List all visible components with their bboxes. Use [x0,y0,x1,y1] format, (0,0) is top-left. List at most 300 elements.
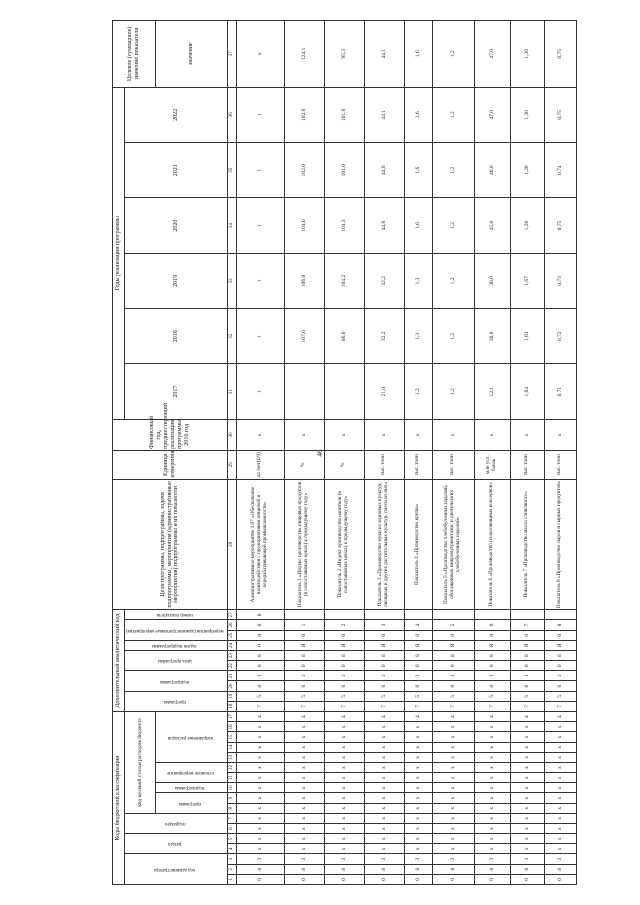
code-digit: х [284,793,324,803]
code-digit: х [404,834,432,844]
header-year-2018: 2018 [125,309,228,364]
code-digit: 0 [284,681,324,691]
code-digit: 3 [432,854,474,864]
code-digit: 8 [324,650,364,660]
code-digit: х [544,742,576,752]
code-digit: 8 [364,650,404,660]
header-main-activity-text: основное мероприятие [166,770,214,776]
code-digit: х [364,844,404,854]
row-year-value: 102,0 [284,143,324,198]
code-digit: х [284,752,324,762]
row-year-value: 1 [236,198,284,253]
column-number: 2 [227,864,236,874]
header-analytic-code: Дополнительный аналитический код [113,610,125,712]
column-number: 18 [227,701,236,711]
code-digit: 7 [510,701,544,711]
code-digit: 7 [236,701,284,711]
code-digit: 8 [544,650,576,660]
row-year-value: 1 [236,87,284,142]
code-digit: 0 [364,874,404,884]
header-analytic-5-text: номер показателя [156,612,193,618]
header-year-2019: 2019 [125,253,228,308]
column-number: 37 [227,21,236,88]
code-digit: х [364,773,404,783]
column-number: 17 [227,712,236,722]
row-year-value: 12,1 [474,364,510,419]
code-digit: х [284,803,324,813]
row-year-value: 106,0 [284,253,324,308]
row-year-value: 1,2 [432,143,474,198]
code-digit: 0 [324,874,364,884]
code-digit: х [284,813,324,823]
row-year-value: 1,2 [432,364,474,419]
row-year-value: 104,6 [284,198,324,253]
column-number: 10 [227,783,236,793]
code-digit: х [404,793,432,803]
column-number: 16 [227,722,236,732]
column-number: 14 [227,742,236,752]
code-digit: х [284,834,324,844]
code-digit: х [364,834,404,844]
column-number: 26 [227,620,236,630]
row-year-value [284,364,324,419]
code-digit: х [544,803,576,813]
code-digit: 0 [474,681,510,691]
code-digit: 8 [510,864,544,874]
code-digit: 0 [364,630,404,640]
column-number: 9 [227,793,236,803]
code-digit: 4 [364,712,404,722]
column-number: 27 [227,610,236,620]
code-digit: 1 [544,671,576,681]
code-digit: 8 [324,864,364,874]
header-admin-code [125,854,228,885]
header-subsection [125,813,228,833]
code-digit: х [404,813,432,823]
code-digit: 0 [236,874,284,884]
code-digit: х [324,732,364,742]
code-digit: 7 [324,701,364,711]
code-digit: 7 [544,701,576,711]
code-digit: 5 [236,691,284,701]
row-fin-year: х [510,419,544,450]
code-digit: х [324,793,364,803]
row-name: Показатель 6 «Производство плодоовощных консервов» [474,479,510,610]
code-digit: х [236,732,284,742]
code-digit: х [544,773,576,783]
row-year-value: 104,2 [324,253,364,308]
column-number: 1 [227,874,236,884]
code-digit: 0 [510,874,544,884]
row-year-value: 101,0 [324,87,364,142]
column-number: 31 [227,364,236,419]
code-digit: х [474,844,510,854]
code-digit: 7 [432,701,474,711]
row-year-value: 0,75 [544,198,576,253]
code-digit: 0 [544,661,576,671]
code-digit: х [474,732,510,742]
header-year-2022: 2022 [125,87,228,142]
row-name: Показатель 5 «Производство хлебобулочных изделий, обогащенных микронутриентами, и диетических хлебобулочных изделий» [432,479,474,610]
row-target: 1,2 [432,21,474,88]
row-fin-year: х [284,419,324,450]
row-fin-year: х [432,419,474,450]
code-digit: Я [284,640,324,650]
code-digit: х [432,783,474,793]
code-digit: 1 [236,671,284,681]
code-digit: 1 [364,671,404,681]
row-year-value: 1,67 [510,253,544,308]
table-row [510,21,544,885]
table-row [284,21,324,885]
code-digit: х [544,752,576,762]
code-digit: х [432,813,474,823]
row-year-value: 0,72 [544,309,576,364]
row-year-value: 1 [236,309,284,364]
code-digit: 0 [432,630,474,640]
column-number: 4 [227,844,236,854]
row-year-value: 44,0 [364,198,404,253]
row-year-value: 0,75 [544,87,576,142]
code-digit: 7 [364,701,404,711]
row-name: Административное мероприятие 1.07 «Обеспечение взаимодействия с предприятиями пищевой и перерабатывающей промышленности» [236,479,284,610]
code-digit: х [324,762,364,772]
code-digit: х [474,722,510,732]
row-fin-year: х [324,419,364,450]
code-digit: 0 [364,681,404,691]
row-year-value: 86,0 [324,309,364,364]
code-digit: х [236,722,284,732]
row-year-value: 1,63 [510,309,544,364]
code-digit [324,610,364,620]
column-number: 34 [227,198,236,253]
code-digit [432,610,474,620]
code-digit: х [236,752,284,762]
row-fin-year: х [474,419,510,450]
code-digit: 0 [324,630,364,640]
code-digit: Я [510,640,544,650]
row-target: х [236,21,284,88]
code-digit: х [364,752,404,762]
code-digit: 0 [544,874,576,884]
header-analytic-1-text: подпрограмма [160,678,190,684]
column-number: 15 [227,732,236,742]
column-number: 11 [227,773,236,783]
code-digit: х [544,813,576,823]
header-analytic-0-text: программа [163,698,186,704]
code-digit: 8 [284,864,324,874]
code-digit: 5 [432,691,474,701]
code-digit: х [324,742,364,752]
row-year-value: 21,0 [364,364,404,419]
row-year-value: 45,0 [474,198,510,253]
code-digit: Я [364,640,404,650]
code-digit: х [474,752,510,762]
header-year-2021: 2021 [125,143,228,198]
code-digit: 0 [236,681,284,691]
row-year-value: 1,20 [510,143,544,198]
code-digit: 1 [474,671,510,681]
code-digit: 0 [236,620,284,630]
row-unit: тыс. тонн [432,450,474,479]
code-digit: х [510,732,544,742]
code-digit: х [474,813,510,823]
code-digit: 0 [510,630,544,640]
row-unit: да /нет(1/0) [236,450,284,479]
header-main-activity [155,762,227,782]
row-year-value: 32,2 [364,309,404,364]
row-name: Показатель 8 «Производство сыров и сырных продуктов» [544,479,576,610]
code-digit: 0 [404,630,432,640]
header-unit: Единица измерения [113,450,228,479]
code-digit: 1 [404,671,432,681]
code-digit: х [284,762,324,772]
code-digit: 0 [544,630,576,640]
code-digit: х [364,783,404,793]
column-number: 32 [227,309,236,364]
header-budget-classification: Коды бюджетной классификации [113,712,125,885]
row-year-value: 44,0 [364,143,404,198]
header-subprogram-text: подпрограмма [175,785,205,791]
code-digit: 3 [544,854,576,864]
column-number: 22 [227,661,236,671]
code-digit: х [364,823,404,833]
document-page [112,20,563,885]
code-digit: х [432,834,474,844]
column-number: 35 [227,143,236,198]
code-digit: 0 [284,874,324,884]
code-digit: 0 [236,661,284,671]
code-digit: 7 [404,701,432,711]
code-digit: 7 [510,620,544,630]
code-digit: 4 [404,712,432,722]
code-digit: 0 [364,661,404,671]
code-digit: х [474,793,510,803]
code-digit: 0 [404,874,432,884]
code-digit: 8 [474,650,510,660]
row-year-value: 30,0 [474,253,510,308]
header-target: Целевое (суммарное) значение показателя [113,21,156,88]
code-digit: х [364,803,404,813]
column-number: 3 [227,854,236,864]
row-year-value: 107,6 [284,309,324,364]
code-digit: 8 [432,650,474,660]
code-digit: х [474,823,510,833]
column-number: 20 [227,681,236,691]
code-digit: 8 [236,650,284,660]
row-year-value: 101,0 [324,143,364,198]
column-number: 8 [227,803,236,813]
row-target: 124,1 [284,21,324,88]
row-year-value: 1,2 [432,198,474,253]
code-digit: 7 [474,701,510,711]
header-row-groups [113,21,125,885]
code-digit: 0 [404,681,432,691]
header-section [125,834,228,854]
code-digit: х [510,793,544,803]
code-digit: х [324,834,364,844]
column-number: 29 [227,450,236,479]
row-year-value: 1 [236,253,284,308]
code-digit: х [404,844,432,854]
code-digit: 8 [284,650,324,660]
code-digit: х [324,752,364,762]
code-digit: 0 [432,661,474,671]
code-digit: х [284,742,324,752]
code-digit: 8 [544,864,576,874]
rotated-table-container [112,20,563,885]
row-year-value: 1,6 [404,143,432,198]
code-digit: 0 [432,874,474,884]
code-digit: 4 [544,712,576,722]
code-digit: х [432,823,474,833]
code-digit: 5 [432,620,474,630]
code-digit: х [324,813,364,823]
row-target: 95,3 [324,21,364,88]
code-digit: х [510,752,544,762]
code-digit: 3 [284,854,324,864]
row-year-value: 47,0 [474,87,510,142]
code-digit: х [236,834,284,844]
code-digit: х [364,732,404,742]
code-digit: х [236,823,284,833]
code-digit: х [364,793,404,803]
code-digit: х [324,844,364,854]
header-program-text: программа [179,800,202,806]
code-digit: 8 [404,650,432,660]
row-unit: тыс. тонн [404,450,432,479]
column-number: 7 [227,813,236,823]
code-digit: х [284,722,324,732]
table-row [324,21,364,885]
table-row [474,21,510,885]
row-year-value: 1,2 [404,364,432,419]
header-subprogram [155,783,227,793]
code-digit: 0 [510,681,544,691]
code-digit: х [404,732,432,742]
code-digit: Я [432,640,474,650]
row-name: Показатель 1 «Индекс производства пищевых продуктов (в сопоставимых ценах) к предыдущему году» [284,479,324,610]
row-name: Показатель 7 «Производство масла сливочного» [510,479,544,610]
code-digit: 0 [236,640,284,650]
header-analytic-0 [125,691,228,711]
row-fin-year: х [404,419,432,450]
header-fin-year: Финансовый год, предшествующий реализации программы, 2016 год [113,419,228,450]
code-digit: 8 [474,864,510,874]
code-digit: 0 [236,610,284,620]
code-digit: Я [474,640,510,650]
code-digit: х [432,752,474,762]
header-analytic-2-text: цель программы [157,658,192,664]
row-year-value: 1,3 [404,309,432,364]
code-digit: 0 [236,630,284,640]
column-number: 13 [227,752,236,762]
column-number: 24 [227,640,236,650]
row-target: 44,1 [364,21,404,88]
code-digit: х [236,742,284,752]
code-digit [510,610,544,620]
row-name: Показатель 4 «Производство крупы» [404,479,432,610]
code-digit: 8 [510,650,544,660]
code-digit: х [432,722,474,732]
code-digit: х [236,762,284,772]
row-unit: % [284,450,324,479]
code-digit: Я [324,640,364,650]
code-digit: х [284,783,324,793]
code-digit: х [474,742,510,752]
column-number: 21 [227,671,236,681]
code-digit: х [364,762,404,772]
code-digit: 4 [474,712,510,722]
code-digit: х [364,722,404,732]
code-digit: х [510,834,544,844]
code-digit: х [544,783,576,793]
row-year-value [324,364,364,419]
code-digit: х [474,762,510,772]
code-digit: 0 [474,630,510,640]
code-digit: х [544,722,576,732]
code-digit: Я [544,640,576,650]
code-digit: х [404,762,432,772]
row-fin-year: х [544,419,576,450]
column-number-row [227,21,236,885]
code-digit: Я [404,640,432,650]
row-name: Показатель 3 «Производство муки из зерновых культур, овощных и других растительных культур, смеси из них» [364,479,404,610]
code-digit: х [324,773,364,783]
column-number: 19 [227,691,236,701]
code-digit: 3 [404,854,432,864]
row-unit: млн усл. банок [474,450,510,479]
row-year-value: 1,6 [404,87,432,142]
header-analytic-1 [125,671,228,691]
code-digit: х [404,722,432,732]
code-digit: х [474,834,510,844]
code-digit: х [284,773,324,783]
code-digit: 1 [324,671,364,681]
row-year-value: 1,64 [510,364,544,419]
row-year-value: 0,71 [544,364,576,419]
code-digit: 8 [236,864,284,874]
row-year-value: 1 [236,143,284,198]
code-digit: х [544,762,576,772]
code-digit: х [544,793,576,803]
row-year-value: 44,1 [364,87,404,142]
header-expense-direction [155,712,227,763]
code-digit: х [474,773,510,783]
code-digit: 8 [544,620,576,630]
code-digit: х [510,783,544,793]
row-year-value: 1 [236,364,284,419]
row-target: 1,30 [510,21,544,88]
row-name: Показатель 2 «Индекс производства напитков (в сопоставимых ценах) к предыдущему году» [324,479,364,610]
code-digit: х [404,773,432,783]
code-digit [474,610,510,620]
code-digit: 4 [236,712,284,722]
header-target-value: значение [155,21,227,88]
header-expense-direction-text: направление расходов [167,734,213,740]
table-row [364,21,404,885]
code-digit: х [284,823,324,833]
header-analytic-3 [125,640,228,650]
code-digit: х [432,803,474,813]
code-digit: х [510,762,544,772]
code-digit: х [544,834,576,844]
code-digit: х [510,823,544,833]
code-digit: х [510,742,544,752]
code-digit: х [432,742,474,752]
header-expense-code: код целевой статьи расходов бюджета [125,712,156,814]
row-unit: % [324,450,364,479]
